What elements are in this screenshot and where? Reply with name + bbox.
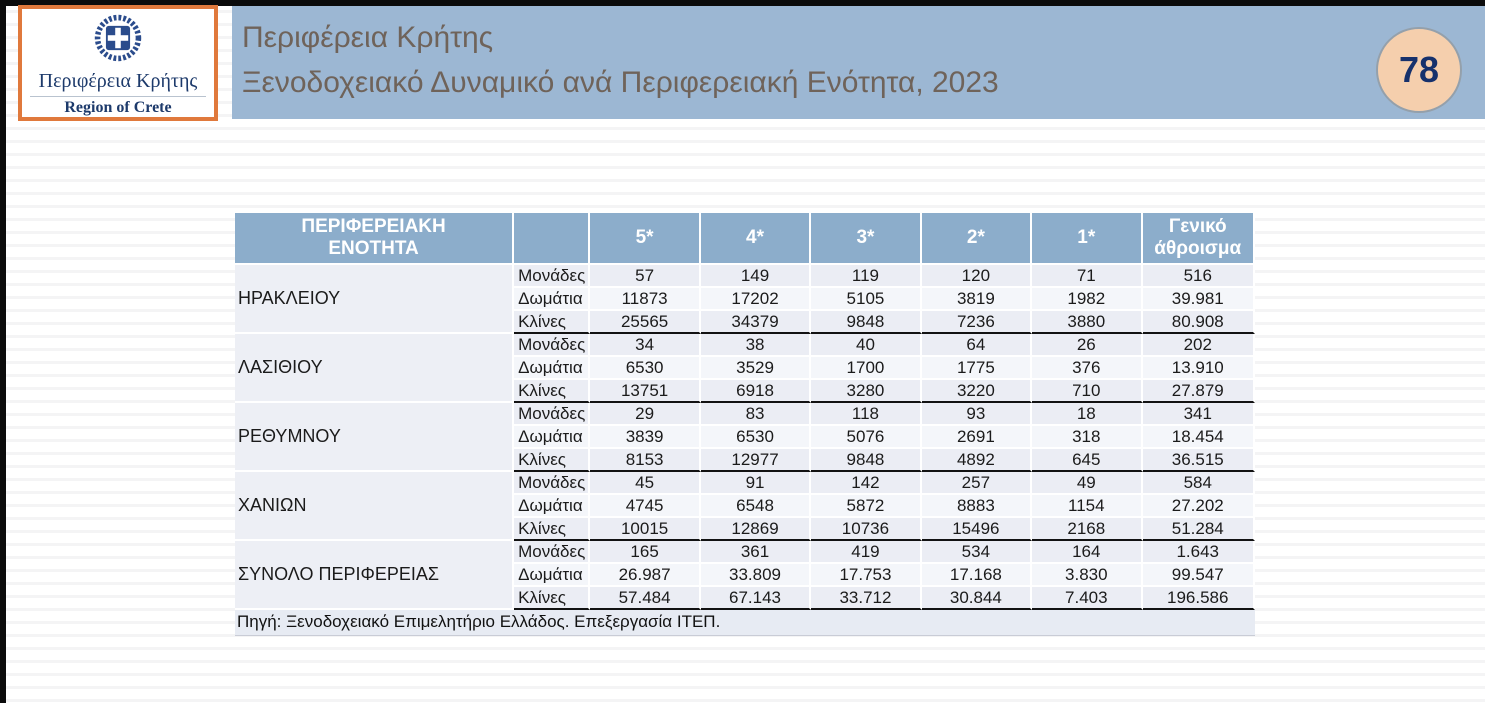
value-cell: 57 bbox=[590, 265, 700, 288]
value-cell: 341 bbox=[1143, 403, 1256, 426]
value-cell: 645 bbox=[1032, 449, 1142, 472]
value-cell: 27.879 bbox=[1143, 380, 1256, 403]
measure-label-cell: Δωμάτια bbox=[514, 564, 590, 587]
value-cell: 49 bbox=[1032, 472, 1142, 495]
value-cell: 142 bbox=[811, 472, 921, 495]
value-cell: 3819 bbox=[922, 288, 1032, 311]
value-cell: 6918 bbox=[701, 380, 811, 403]
value-cell: 3529 bbox=[701, 357, 811, 380]
value-cell: 71 bbox=[1032, 265, 1142, 288]
table-row bbox=[235, 541, 1255, 564]
value-cell: 8883 bbox=[922, 495, 1032, 518]
table-footer bbox=[235, 610, 1255, 636]
column-header-label: 3* bbox=[856, 227, 875, 248]
value-cell: 91 bbox=[701, 472, 811, 495]
value-cell: 1700 bbox=[811, 357, 921, 380]
value-cell: 25565 bbox=[590, 311, 700, 334]
region-cell: ΡΕΘΥΜΝΟΥ bbox=[235, 403, 514, 472]
value-cell: 64 bbox=[922, 334, 1032, 357]
table-row bbox=[235, 472, 1255, 495]
value-cell: 27.202 bbox=[1143, 495, 1256, 518]
region-cell: ΧΑΝΙΩΝ bbox=[235, 472, 514, 541]
column-header bbox=[514, 213, 590, 265]
region-cell: ΣΥΝΟΛΟ ΠΕΡΙΦΕΡΕΙΑΣ bbox=[235, 541, 514, 610]
value-cell: 7.403 bbox=[1032, 587, 1142, 610]
column-header-label: Γενικό άθροισμα bbox=[1154, 216, 1242, 259]
column-header bbox=[590, 213, 700, 265]
value-cell: 3.830 bbox=[1032, 564, 1142, 587]
value-cell: 29 bbox=[590, 403, 700, 426]
value-cell: 45 bbox=[590, 472, 700, 495]
value-cell: 257 bbox=[922, 472, 1032, 495]
page-number-badge: 78 bbox=[1376, 27, 1462, 113]
slide-title-line1: Περιφέρεια Κρήτης bbox=[242, 21, 494, 54]
value-cell: 26.987 bbox=[590, 564, 700, 587]
value-cell: 1.643 bbox=[1143, 541, 1256, 564]
value-cell: 33.809 bbox=[701, 564, 811, 587]
value-cell: 1775 bbox=[922, 357, 1032, 380]
value-cell: 7236 bbox=[922, 311, 1032, 334]
value-cell: 99.547 bbox=[1143, 564, 1256, 587]
column-header bbox=[922, 213, 1032, 265]
value-cell: 33.712 bbox=[811, 587, 921, 610]
value-cell: 57.484 bbox=[590, 587, 700, 610]
value-cell: 6530 bbox=[701, 426, 811, 449]
logo-divider bbox=[30, 96, 206, 97]
header-row bbox=[235, 213, 1255, 265]
slide-header-band bbox=[232, 6, 1485, 119]
logo-greek-name: Περιφέρεια Κρήτης bbox=[38, 70, 198, 92]
value-cell: 18.454 bbox=[1143, 426, 1256, 449]
logo-english-name: Region of Crete bbox=[64, 99, 172, 116]
region-cell: ΗΡΑΚΛΕΙΟΥ bbox=[235, 265, 514, 334]
value-cell: 3839 bbox=[590, 426, 700, 449]
measure-label-cell: Κλίνες bbox=[514, 380, 590, 403]
source-note: Πηγή: Ξενοδοχειακό Επιμελητήριο Ελλάδος. Επεξεργασία ΙΤΕΠ. bbox=[235, 610, 1255, 636]
measure-label-cell: Μονάδες bbox=[514, 334, 590, 357]
value-cell: 196.586 bbox=[1143, 587, 1256, 610]
value-cell: 318 bbox=[1032, 426, 1142, 449]
left-edge-bar bbox=[0, 0, 6, 703]
value-cell: 13751 bbox=[590, 380, 700, 403]
measure-label-cell: Κλίνες bbox=[514, 311, 590, 334]
value-cell: 13.910 bbox=[1143, 357, 1256, 380]
hotel-capacity-table bbox=[235, 213, 1255, 636]
region-cell: ΛΑΣΙΘΙΟΥ bbox=[235, 334, 514, 403]
value-cell: 39.981 bbox=[1143, 288, 1256, 311]
value-cell: 8153 bbox=[590, 449, 700, 472]
measure-label-cell: Μονάδες bbox=[514, 541, 590, 564]
value-cell: 12977 bbox=[701, 449, 811, 472]
column-header-label: 2* bbox=[966, 227, 985, 248]
hotel-capacity-table-wrap bbox=[235, 213, 1255, 636]
measure-label-cell: Δωμάτια bbox=[514, 426, 590, 449]
value-cell: 3280 bbox=[811, 380, 921, 403]
column-header-region bbox=[235, 213, 514, 265]
column-header bbox=[701, 213, 811, 265]
value-cell: 361 bbox=[701, 541, 811, 564]
column-header-label: ΠΕΡΙΦΕΡΕΙΑΚΗ ΕΝΟΤΗΤΑ bbox=[301, 216, 446, 259]
column-header bbox=[1143, 213, 1256, 265]
value-cell: 6530 bbox=[590, 357, 700, 380]
measure-label-cell: Δωμάτια bbox=[514, 357, 590, 380]
value-cell: 17.168 bbox=[922, 564, 1032, 587]
value-cell: 3880 bbox=[1032, 311, 1142, 334]
value-cell: 1154 bbox=[1032, 495, 1142, 518]
source-row bbox=[235, 610, 1255, 636]
value-cell: 36.515 bbox=[1143, 449, 1256, 472]
value-cell: 4892 bbox=[922, 449, 1032, 472]
value-cell: 119 bbox=[811, 265, 921, 288]
measure-label-cell: Κλίνες bbox=[514, 449, 590, 472]
value-cell: 2691 bbox=[922, 426, 1032, 449]
slide-title-line2: Ξενοδοχειακό Δυναμικό ανά Περιφερειακή Ενότητα, 2023 bbox=[242, 66, 999, 99]
top-edge-bar bbox=[0, 0, 1485, 6]
value-cell: 5076 bbox=[811, 426, 921, 449]
table-row bbox=[235, 334, 1255, 357]
value-cell: 17.753 bbox=[811, 564, 921, 587]
column-header bbox=[1032, 213, 1142, 265]
measure-label-cell: Μονάδες bbox=[514, 403, 590, 426]
value-cell: 34 bbox=[590, 334, 700, 357]
measure-label-cell: Μονάδες bbox=[514, 472, 590, 495]
value-cell: 80.908 bbox=[1143, 311, 1256, 334]
value-cell: 93 bbox=[922, 403, 1032, 426]
value-cell: 6548 bbox=[701, 495, 811, 518]
value-cell: 18 bbox=[1032, 403, 1142, 426]
value-cell: 9848 bbox=[811, 311, 921, 334]
value-cell: 83 bbox=[701, 403, 811, 426]
value-cell: 51.284 bbox=[1143, 518, 1256, 541]
value-cell: 26 bbox=[1032, 334, 1142, 357]
value-cell: 5105 bbox=[811, 288, 921, 311]
value-cell: 15496 bbox=[922, 518, 1032, 541]
value-cell: 38 bbox=[701, 334, 811, 357]
value-cell: 3220 bbox=[922, 380, 1032, 403]
value-cell: 9848 bbox=[811, 449, 921, 472]
column-header-label: 4* bbox=[746, 227, 764, 248]
value-cell: 34379 bbox=[701, 311, 811, 334]
table-row bbox=[235, 265, 1255, 288]
table-header-row bbox=[235, 213, 1255, 265]
region-of-crete-logo bbox=[18, 5, 218, 121]
value-cell: 67.143 bbox=[701, 587, 811, 610]
value-cell: 710 bbox=[1032, 380, 1142, 403]
value-cell: 17202 bbox=[701, 288, 811, 311]
value-cell: 4745 bbox=[590, 495, 700, 518]
value-cell: 120 bbox=[922, 265, 1032, 288]
value-cell: 149 bbox=[701, 265, 811, 288]
value-cell: 30.844 bbox=[922, 587, 1032, 610]
table-row bbox=[235, 403, 1255, 426]
value-cell: 1982 bbox=[1032, 288, 1142, 311]
value-cell: 2168 bbox=[1032, 518, 1142, 541]
value-cell: 11873 bbox=[590, 288, 700, 311]
value-cell: 164 bbox=[1032, 541, 1142, 564]
column-header-label: 1* bbox=[1077, 227, 1096, 248]
value-cell: 584 bbox=[1143, 472, 1256, 495]
column-header bbox=[811, 213, 921, 265]
value-cell: 40 bbox=[811, 334, 921, 357]
measure-label-cell: Κλίνες bbox=[514, 518, 590, 541]
measure-label-cell: Μονάδες bbox=[514, 265, 590, 288]
value-cell: 202 bbox=[1143, 334, 1256, 357]
measure-label-cell: Δωμάτια bbox=[514, 495, 590, 518]
value-cell: 10015 bbox=[590, 518, 700, 541]
value-cell: 5872 bbox=[811, 495, 921, 518]
measure-label-cell: Κλίνες bbox=[514, 587, 590, 610]
value-cell: 10736 bbox=[811, 518, 921, 541]
greek-emblem-icon bbox=[90, 12, 146, 64]
value-cell: 12869 bbox=[701, 518, 811, 541]
value-cell: 118 bbox=[811, 403, 921, 426]
measure-label-cell: Δωμάτια bbox=[514, 288, 590, 311]
value-cell: 419 bbox=[811, 541, 921, 564]
value-cell: 165 bbox=[590, 541, 700, 564]
table-body bbox=[235, 265, 1255, 610]
value-cell: 376 bbox=[1032, 357, 1142, 380]
value-cell: 534 bbox=[922, 541, 1032, 564]
value-cell: 516 bbox=[1143, 265, 1256, 288]
column-header-label: 5* bbox=[635, 227, 654, 248]
